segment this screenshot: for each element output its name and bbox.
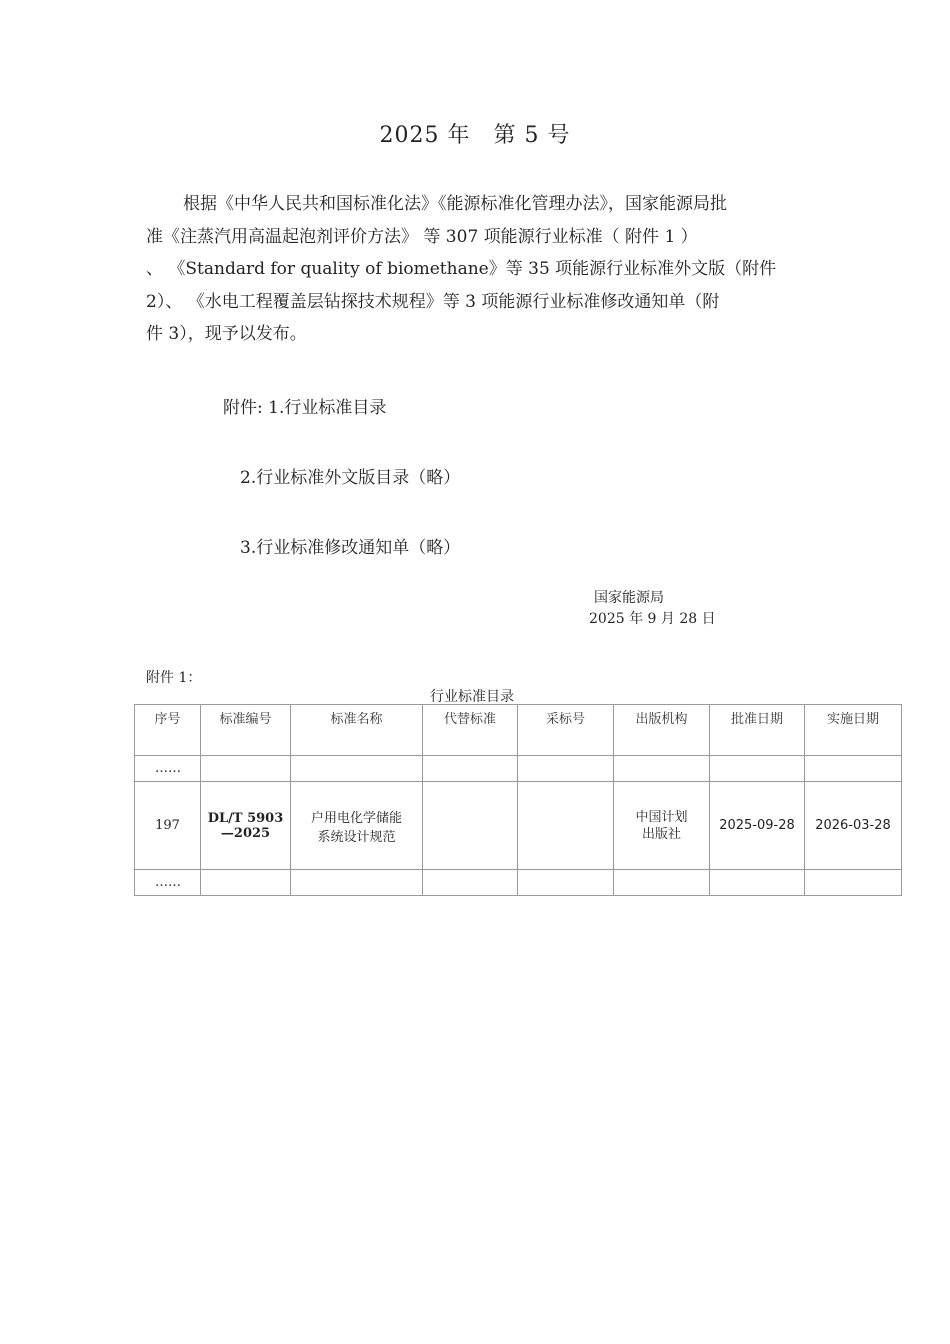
table-header-row [135, 705, 902, 756]
paragraph-line: 根据《中华人民共和国标准化法》《能源标准化管理办法》，国家能源局批 [183, 194, 727, 214]
cell-adopted [518, 782, 614, 870]
issuing-organization: 国家能源局 [594, 590, 664, 606]
header-replaced: 代替标准 [423, 705, 518, 756]
table-row [135, 782, 902, 870]
document-title: 2025 年 第 5 号 [379, 123, 571, 148]
code-line: DL/T 5903 [207, 810, 284, 826]
code-line: —2025 [220, 825, 271, 841]
cell-code [201, 782, 291, 870]
table-row [135, 756, 902, 782]
attachment-item-3: 3.行业标准修改通知单（略） [240, 538, 461, 558]
name-line: 户用电化学储能 [310, 810, 402, 826]
table-title: 行业标准目录 [430, 689, 514, 705]
header-publisher: 出版机构 [614, 705, 710, 756]
publisher-line: 中国计划 [635, 809, 688, 825]
table-row [135, 870, 902, 896]
cell-replaced [423, 782, 518, 870]
cell-publisher [614, 782, 710, 870]
attachment-item-1: 附件: 1.行业标准目录 [223, 398, 387, 418]
publisher-line: 出版社 [641, 826, 681, 842]
cell-effective-date: 2026-03-28 [805, 782, 902, 870]
cell-seq: 197 [135, 782, 201, 870]
paragraph-line: 、 《Standard for quality of biomethane》等 35 项能源行业标准外文版（附件 [146, 259, 777, 279]
attachment-item-2: 2.行业标准外文版目录（略） [240, 468, 461, 488]
header-adopted: 采标号 [518, 705, 614, 756]
header-name: 标准名称 [291, 705, 423, 756]
announcement-paragraph [146, 188, 818, 351]
ellipsis-cell: …… [135, 756, 201, 782]
cell-name [291, 782, 423, 870]
name-line: 系统设计规范 [317, 829, 396, 845]
paragraph-line: 2）、 《水电工程覆盖层钻探技术规程》等 3 项能源行业标准修改通知单（附 [146, 291, 720, 312]
ellipsis-cell: …… [135, 870, 201, 896]
header-approval-date: 批准日期 [710, 705, 805, 756]
issue-date: 2025 年 9 月 28 日 [589, 611, 716, 627]
cell-approval-date: 2025-09-28 [710, 782, 805, 870]
header-effective-date: 实施日期 [805, 705, 902, 756]
header-seq: 序号 [135, 705, 201, 756]
paragraph-line: 准《注蒸汽用高温起泡剂评价方法》 等 307 项能源行业标准（ 附件 1 ） [146, 226, 698, 247]
standards-table [134, 704, 902, 896]
header-code: 标准编号 [201, 705, 291, 756]
annex-label: 附件 1： [146, 670, 202, 686]
paragraph-line: 件 3），现予以发布。 [146, 324, 307, 344]
